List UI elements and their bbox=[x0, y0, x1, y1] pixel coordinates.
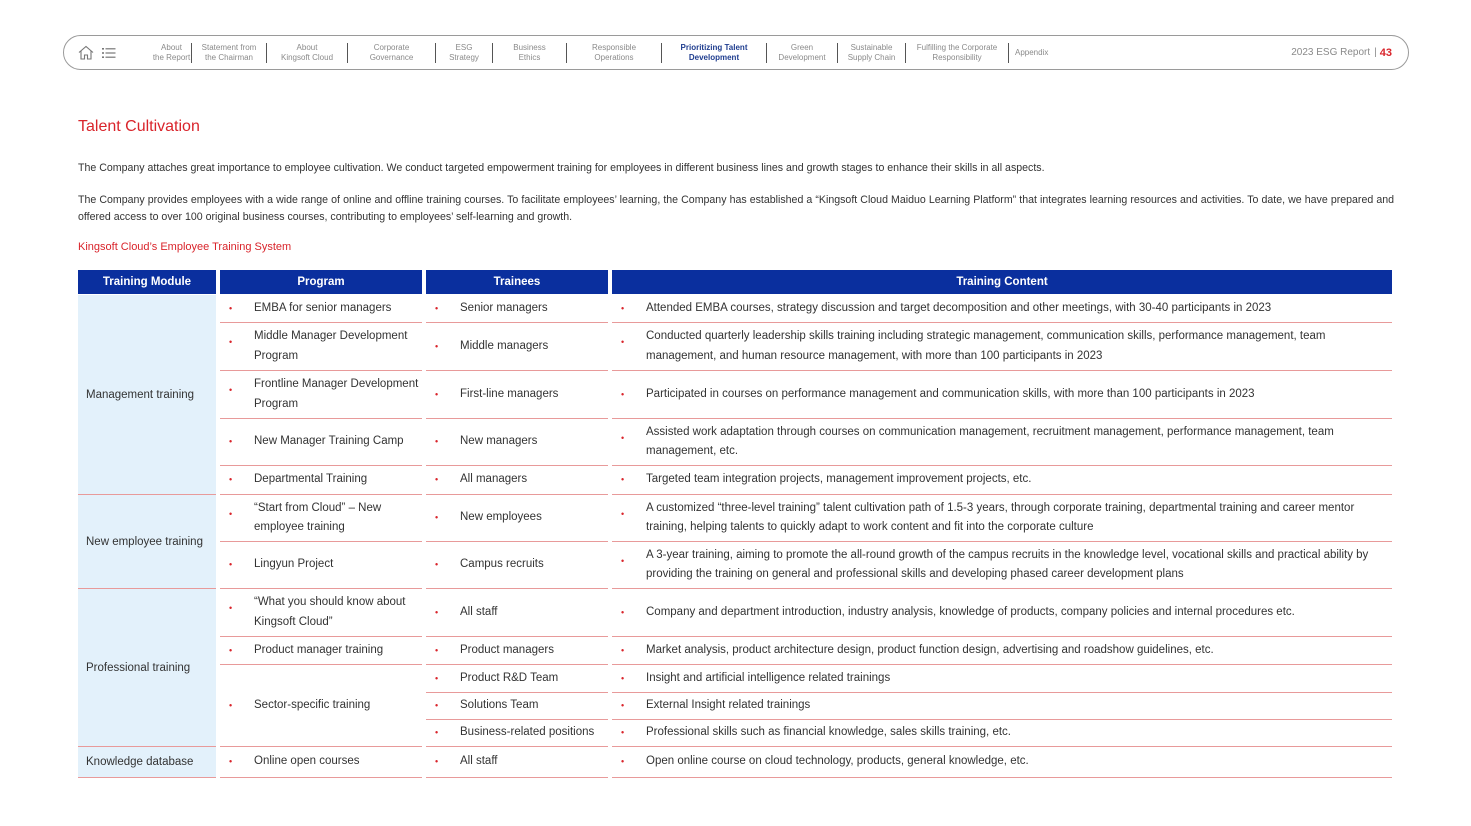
content-cell bbox=[612, 419, 1392, 465]
bullet: • bbox=[435, 700, 439, 711]
bullet: • bbox=[621, 433, 625, 443]
bullet: • bbox=[435, 672, 439, 683]
content-cell bbox=[612, 466, 1392, 494]
trainees-cell bbox=[426, 589, 610, 636]
intro-paragraph-2: The Company provides employees with a wide range of online and offline training courses. To facilitate employees’ learning, the Company has established a “Kingsoft Cloud Maiduo Learning Platform” that integrates learning resources and activities. To date, we have prepared and offered access to over 100 original business courses, contributing to employees’ self-learning and growth. bbox=[78, 194, 1394, 223]
program-text: Online open courses bbox=[254, 755, 360, 768]
bullet: • bbox=[621, 474, 625, 485]
module-new-employee: New employee training bbox=[78, 495, 216, 588]
section-title: Talent Cultivation bbox=[78, 118, 200, 135]
program-text: Middle Manager Development Program bbox=[254, 330, 408, 362]
nav-label: Business Ethics bbox=[513, 42, 546, 62]
trainees-text: First-line managers bbox=[460, 387, 559, 400]
bullet: • bbox=[229, 385, 233, 395]
program-text: Frontline Manager Development Program bbox=[254, 378, 419, 410]
bullet: • bbox=[435, 302, 439, 313]
content-text: Targeted team integration projects, management improvement projects, etc. bbox=[646, 473, 1032, 486]
trainees-cell bbox=[426, 323, 610, 370]
content-cell bbox=[612, 665, 1392, 692]
content-text: Market analysis, product architecture design, product function design, advertising and roadshow guidelines, etc. bbox=[646, 643, 1214, 656]
nav-label: About the Report bbox=[152, 42, 191, 62]
home-icon[interactable] bbox=[78, 45, 94, 60]
trainees-text: All managers bbox=[460, 473, 528, 486]
program-text: Lingyun Project bbox=[254, 558, 334, 571]
program-text: Departmental Training bbox=[254, 473, 368, 486]
bullet: • bbox=[621, 337, 625, 347]
program-cell bbox=[220, 637, 424, 664]
bullet: • bbox=[229, 474, 233, 485]
nav-label: Sustainable Supply Chain bbox=[847, 42, 896, 62]
nav-corporate-responsibility[interactable] bbox=[906, 43, 1009, 63]
bullet: • bbox=[229, 603, 233, 613]
content-cell bbox=[612, 693, 1392, 719]
trainees-text: Product managers bbox=[460, 643, 554, 656]
nav-responsible-operations[interactable] bbox=[567, 43, 662, 63]
bullet: • bbox=[229, 509, 233, 519]
nav-appendix[interactable] bbox=[1009, 43, 1069, 63]
bullet: • bbox=[435, 727, 439, 738]
trainees-cell bbox=[426, 542, 610, 588]
trainees-cell bbox=[426, 495, 610, 541]
content-text: Participated in courses on performance management and communication skills, with more than 100 participants in 2023 bbox=[646, 387, 1255, 400]
content-text: Professional skills such as financial knowledge, sales skills training, etc. bbox=[646, 726, 1011, 739]
nav-label: Green Development bbox=[778, 42, 826, 62]
content-cell bbox=[612, 720, 1392, 746]
program-cell bbox=[220, 466, 424, 494]
top-navigation-bar bbox=[63, 35, 1409, 70]
bullet: • bbox=[621, 388, 625, 399]
bullet: • bbox=[435, 436, 439, 447]
bullet: • bbox=[229, 337, 233, 347]
module-divider bbox=[78, 777, 216, 778]
program-text: New Manager Training Camp bbox=[254, 435, 404, 448]
trainees-text: Business-related positions bbox=[460, 726, 595, 739]
trainees-text: Middle managers bbox=[460, 339, 549, 352]
bullet: • bbox=[435, 512, 439, 523]
bullet: • bbox=[621, 644, 625, 655]
bullet: • bbox=[621, 509, 625, 519]
bullet: • bbox=[229, 302, 233, 313]
page-indicator bbox=[1291, 36, 1392, 69]
trainees-cell bbox=[426, 466, 610, 494]
bullet: • bbox=[621, 302, 625, 313]
program-text: Sector-specific training bbox=[254, 698, 371, 711]
bullet: • bbox=[435, 559, 439, 570]
bullet: • bbox=[621, 756, 625, 767]
bullet: • bbox=[435, 756, 439, 767]
bullet: • bbox=[621, 606, 625, 617]
header-training-module: Training Module bbox=[78, 270, 216, 294]
header-training-content: Training Content bbox=[612, 270, 1392, 294]
bullet: • bbox=[229, 644, 233, 655]
program-cell bbox=[220, 419, 424, 465]
intro-paragraph-1: The Company attaches great importance to employee cultivation. We conduct targeted empowerment training for employees in different business lines and growth stages to enhance their skills in all aspects. bbox=[78, 162, 1045, 174]
nav-label: Prioritizing Talent Development bbox=[680, 42, 748, 62]
page-number: 43 bbox=[1379, 46, 1392, 59]
module-knowledge-database: Knowledge database bbox=[78, 747, 216, 777]
program-cell bbox=[220, 589, 424, 636]
content-text: A 3-year training, aiming to promote the all-round growth of the campus recruits in the knowledge level, vocational skills and practical ability by providing the training on general and professional skills and developing phased career development plans bbox=[646, 548, 1369, 580]
nav-icons bbox=[64, 45, 140, 60]
header-program: Program bbox=[220, 270, 422, 294]
bullet: • bbox=[621, 672, 625, 683]
content-text: Attended EMBA courses, strategy discussion and target decomposition and other meetings, with 30-40 participants in 2023 bbox=[646, 301, 1272, 314]
nav-about-kingsoft-cloud[interactable] bbox=[267, 43, 348, 63]
program-text: Product manager training bbox=[254, 643, 384, 656]
trainees-text: Solutions Team bbox=[460, 699, 539, 712]
content-cell bbox=[612, 295, 1392, 322]
trainees-text: Senior managers bbox=[460, 301, 548, 314]
bullet: • bbox=[621, 700, 625, 711]
module-management: Management training bbox=[78, 295, 216, 494]
content-cell bbox=[612, 747, 1392, 777]
row-divider bbox=[220, 777, 422, 778]
trainees-cell bbox=[426, 419, 610, 465]
program-cell bbox=[220, 323, 424, 370]
trainees-text: All staff bbox=[460, 755, 498, 768]
trainees-text: New employees bbox=[460, 511, 542, 524]
content-text: Insight and artificial intelligence related trainings bbox=[646, 671, 891, 684]
trainees-cell bbox=[426, 720, 610, 746]
nav-label: Responsible Operations bbox=[591, 42, 637, 62]
bullet: • bbox=[229, 436, 233, 447]
content-cell bbox=[612, 589, 1392, 636]
content-text: Conducted quarterly leadership skills training including strategic management, communication skills, performance management, team management, and human resource management, with more than 100 participants in 2023 bbox=[646, 330, 1326, 362]
row-divider bbox=[426, 777, 608, 778]
bullet: • bbox=[621, 727, 625, 738]
module-professional: Professional training bbox=[78, 589, 216, 746]
nav-about-report[interactable] bbox=[140, 43, 192, 63]
bullet: • bbox=[229, 699, 233, 710]
trainees-text: All staff bbox=[460, 605, 498, 618]
nav-corporate-governance[interactable] bbox=[348, 43, 436, 63]
bullet: • bbox=[435, 644, 439, 655]
content-text: A customized “three-level training” talent cultivation path of 1.5-3 years, through corporate training, departmental training and career mentor training, helping talents to quickly adapt to work content and fit into the corporate culture bbox=[646, 501, 1355, 533]
header-trainees: Trainees bbox=[426, 270, 608, 294]
nav-label: Corporate Governance bbox=[369, 42, 414, 62]
trainees-cell bbox=[426, 295, 610, 322]
content-cell bbox=[612, 323, 1392, 370]
menu-list-icon[interactable] bbox=[102, 47, 116, 59]
content-cell bbox=[612, 371, 1392, 418]
content-text: Company and department introduction, industry analysis, knowledge of products, company policies and internal procedures etc. bbox=[646, 605, 1295, 618]
bullet: • bbox=[435, 388, 439, 399]
content-cell bbox=[612, 637, 1392, 664]
nav-prioritizing-talent-development[interactable] bbox=[662, 43, 767, 63]
nav-sustainable-supply-chain[interactable] bbox=[838, 43, 906, 63]
trainees-text: New managers bbox=[460, 435, 538, 448]
nav-statement-chairman[interactable] bbox=[192, 43, 267, 63]
nav-items bbox=[140, 36, 1069, 69]
nav-label: Statement from the Chairman bbox=[201, 42, 257, 62]
trainees-cell bbox=[426, 747, 610, 777]
program-text: “Start from Cloud” – New employee training bbox=[254, 501, 382, 533]
content-text: Open online course on cloud technology, products, general knowledge, etc. bbox=[646, 755, 1029, 768]
program-cell bbox=[220, 747, 424, 777]
bullet: • bbox=[435, 340, 439, 351]
program-cell bbox=[220, 542, 424, 588]
bullet: • bbox=[229, 559, 233, 570]
nav-label: About Kingsoft Cloud bbox=[280, 42, 334, 62]
nav-label: Fulfilling the Corporate Responsibility bbox=[916, 42, 998, 62]
content-cell bbox=[612, 542, 1392, 588]
program-cell bbox=[220, 295, 424, 322]
program-text: “What you should know about Kingsoft Cloud” bbox=[254, 596, 406, 628]
nav-business-ethics[interactable] bbox=[493, 43, 567, 63]
program-text: EMBA for senior managers bbox=[254, 301, 392, 314]
report-name: 2023 ESG Report bbox=[1291, 47, 1371, 58]
nav-label: ESG Strategy bbox=[449, 42, 479, 62]
program-cell bbox=[220, 371, 424, 418]
trainees-text: Campus recruits bbox=[460, 558, 544, 571]
trainees-cell bbox=[426, 637, 610, 664]
row-divider bbox=[612, 777, 1392, 778]
program-cell bbox=[220, 495, 424, 541]
separator: | bbox=[1374, 47, 1377, 58]
program-cell bbox=[220, 665, 424, 746]
bullet: • bbox=[229, 756, 233, 767]
trainees-cell bbox=[426, 665, 610, 692]
trainees-cell bbox=[426, 371, 610, 418]
content-text: External Insight related trainings bbox=[646, 699, 811, 712]
trainees-cell bbox=[426, 693, 610, 719]
content-cell bbox=[612, 495, 1392, 541]
trainees-text: Product R&D Team bbox=[460, 671, 559, 684]
nav-label: Appendix bbox=[1015, 47, 1049, 57]
nav-esg-strategy[interactable] bbox=[436, 43, 493, 63]
content-text: Assisted work adaptation through courses on communication management, recruitment management, performance management, team management, etc. bbox=[646, 425, 1334, 457]
bullet: • bbox=[621, 556, 625, 566]
table-caption: Kingsoft Cloud’s Employee Training System bbox=[78, 241, 292, 253]
bullet: • bbox=[435, 474, 439, 485]
bullet: • bbox=[435, 606, 439, 617]
nav-green-development[interactable] bbox=[767, 43, 838, 63]
